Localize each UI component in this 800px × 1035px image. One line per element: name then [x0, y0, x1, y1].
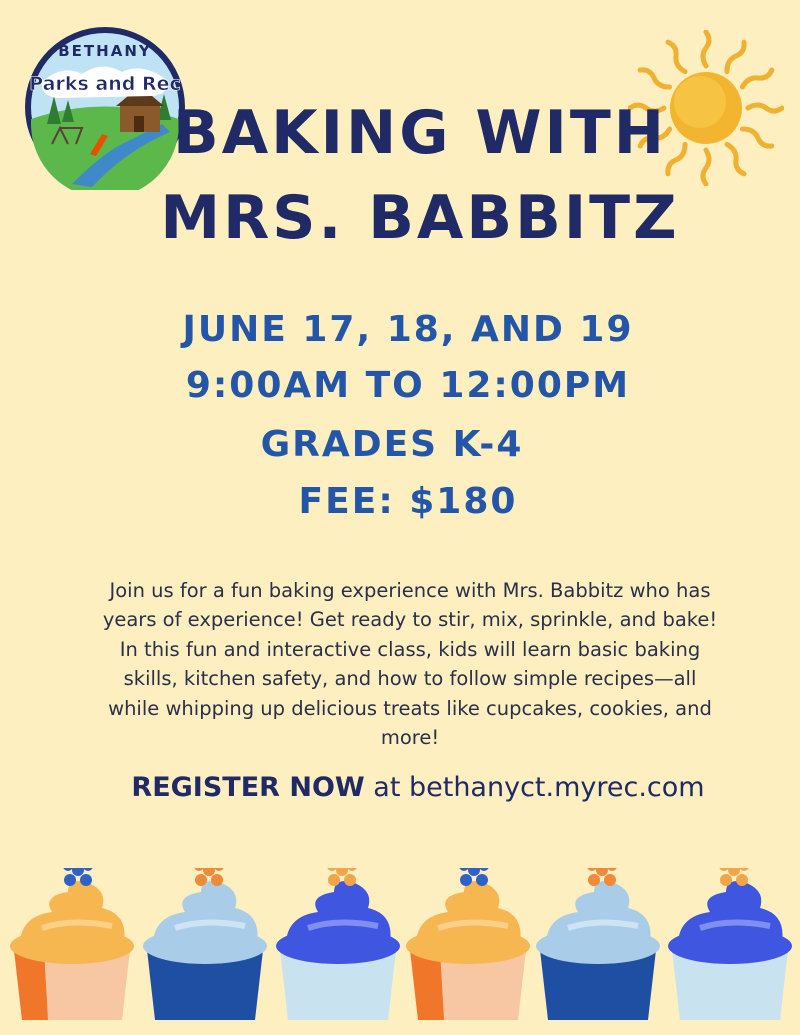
logo-main-text: Parks and Rec [29, 73, 181, 95]
cupcake-icon [536, 868, 660, 1020]
register-line [0, 772, 800, 803]
cupcake-icon [143, 868, 267, 1020]
register-now-label: REGISTER NOW [131, 772, 365, 803]
register-url-text[interactable]: at bethanyct.myrec.com [364, 772, 705, 803]
event-grades: GRADES K-4 [260, 424, 524, 465]
event-time: 9:00AM TO 12:00PM [185, 365, 631, 406]
event-dates: JUNE 17, 18, AND 19 [182, 309, 634, 350]
cupcake-icon [10, 868, 134, 1020]
page-title-line-2: MRS. BABBITZ [160, 183, 680, 253]
event-description: Join us for a fun baking experience with Mrs. Babbitz who has years of experience! Get ready to stir, mix, sprinkle, and bake! In this fun and interactive class, kids will learn basic baking skills, kitchen safety, and how to follow simple recipes—all while whipping up delicious treats like cupcakes, cookies, and more! [102, 578, 718, 749]
logo-top-text: BETHANY [58, 42, 152, 60]
cupcake-icon [668, 868, 792, 1020]
event-fee: FEE: $180 [298, 481, 518, 522]
cupcake-row [0, 868, 800, 1028]
cupcake-icon [406, 868, 530, 1020]
page-title-line-1: BAKING WITH [173, 98, 667, 168]
cupcake-icon [276, 868, 400, 1020]
